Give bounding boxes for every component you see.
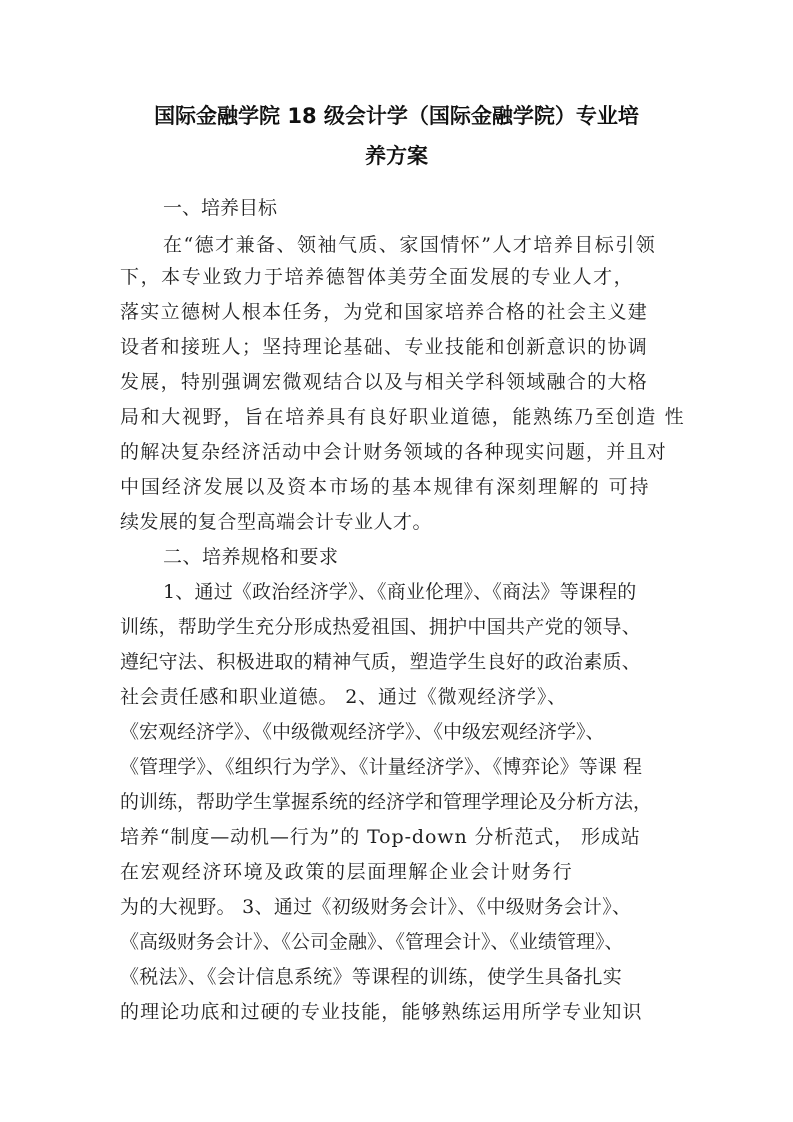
body-line: 为的大视野。 3、通过《初级财务会计》、《中级财务会计》、	[120, 896, 632, 918]
body-line: 在宏观经济环境及政策的层面理解企业会计财务行	[120, 861, 574, 883]
body-line: 的训练，帮助学生掌握系统的经济学和管理学理论及分析方法，	[120, 791, 653, 813]
body-line: 中国经济发展以及资本市场的基本规律有深刻理解的 可持	[120, 476, 651, 498]
body-line: 的解决复杂经济活动中会计财务领域的各种现实问题，并且对	[120, 441, 668, 463]
body-line: 《高级财务会计》、《公司金融》、《管理会计》、《业绩管理》、	[120, 931, 624, 953]
title-line-1: 国际金融学院 18 级会计学（国际金融学院）专业培	[154, 104, 639, 128]
body-line: 设者和接班人；坚持理论基础、专业技能和创新意识的协调	[120, 336, 649, 358]
body-line: 遵纪守法、积极进取的精神气质，塑造学生良好的政治素质、	[120, 651, 642, 673]
body-line: 1、通过《政治经济学》、《商业伦理》、《商法》等课程的	[163, 581, 637, 603]
title-line-2: 养方案	[365, 144, 428, 168]
document-title	[100, 96, 693, 176]
body-line: 训练，帮助学生充分形成热爱祖国、拥护中国共产党的领导、	[120, 616, 642, 638]
body-line: 局和大视野，旨在培养具有良好职业道德，能熟练乃至创造 性	[120, 406, 686, 428]
body-line: 发展，特别强调宏微观结合以及与相关学科领域融合的大格	[120, 371, 649, 393]
body-line: 培养“制度—动机—行为”的 Top-down 分析范式， 形成站	[120, 826, 641, 848]
body-line: 下，本专业致力于培养德智体美劳全面发展的专业人才，	[120, 266, 635, 288]
body-line: 落实立德树人根本任务，为党和国家培养合格的社会主义建	[120, 301, 649, 323]
body-line: 的理论功底和过硬的专业技能，能够熟练运用所学专业知识	[120, 1001, 643, 1023]
section-heading-objectives: 一、培养目标	[163, 197, 278, 219]
body-line: 《税法》、《会计信息系统》等课程的训练，使学生具备扎实	[120, 966, 623, 988]
section-heading-requirements: 二、培养规格和要求	[163, 546, 339, 568]
body-line: 社会责任感和职业道德。 2、通过《微观经济学》、	[120, 686, 568, 708]
body-line: 在“德才兼备、领袖气质、家国情怀”人才培养目标引领	[163, 234, 657, 256]
body-line: 续发展的复合型高端会计专业人才。	[120, 511, 433, 533]
body-line: 《管理学》、《组织行为学》、《计量经济学》、《博弈论》等课 程	[120, 756, 643, 778]
body-line: 《宏观经济学》、《中级微观经济学》、《中级宏观经济学》、	[120, 721, 605, 743]
